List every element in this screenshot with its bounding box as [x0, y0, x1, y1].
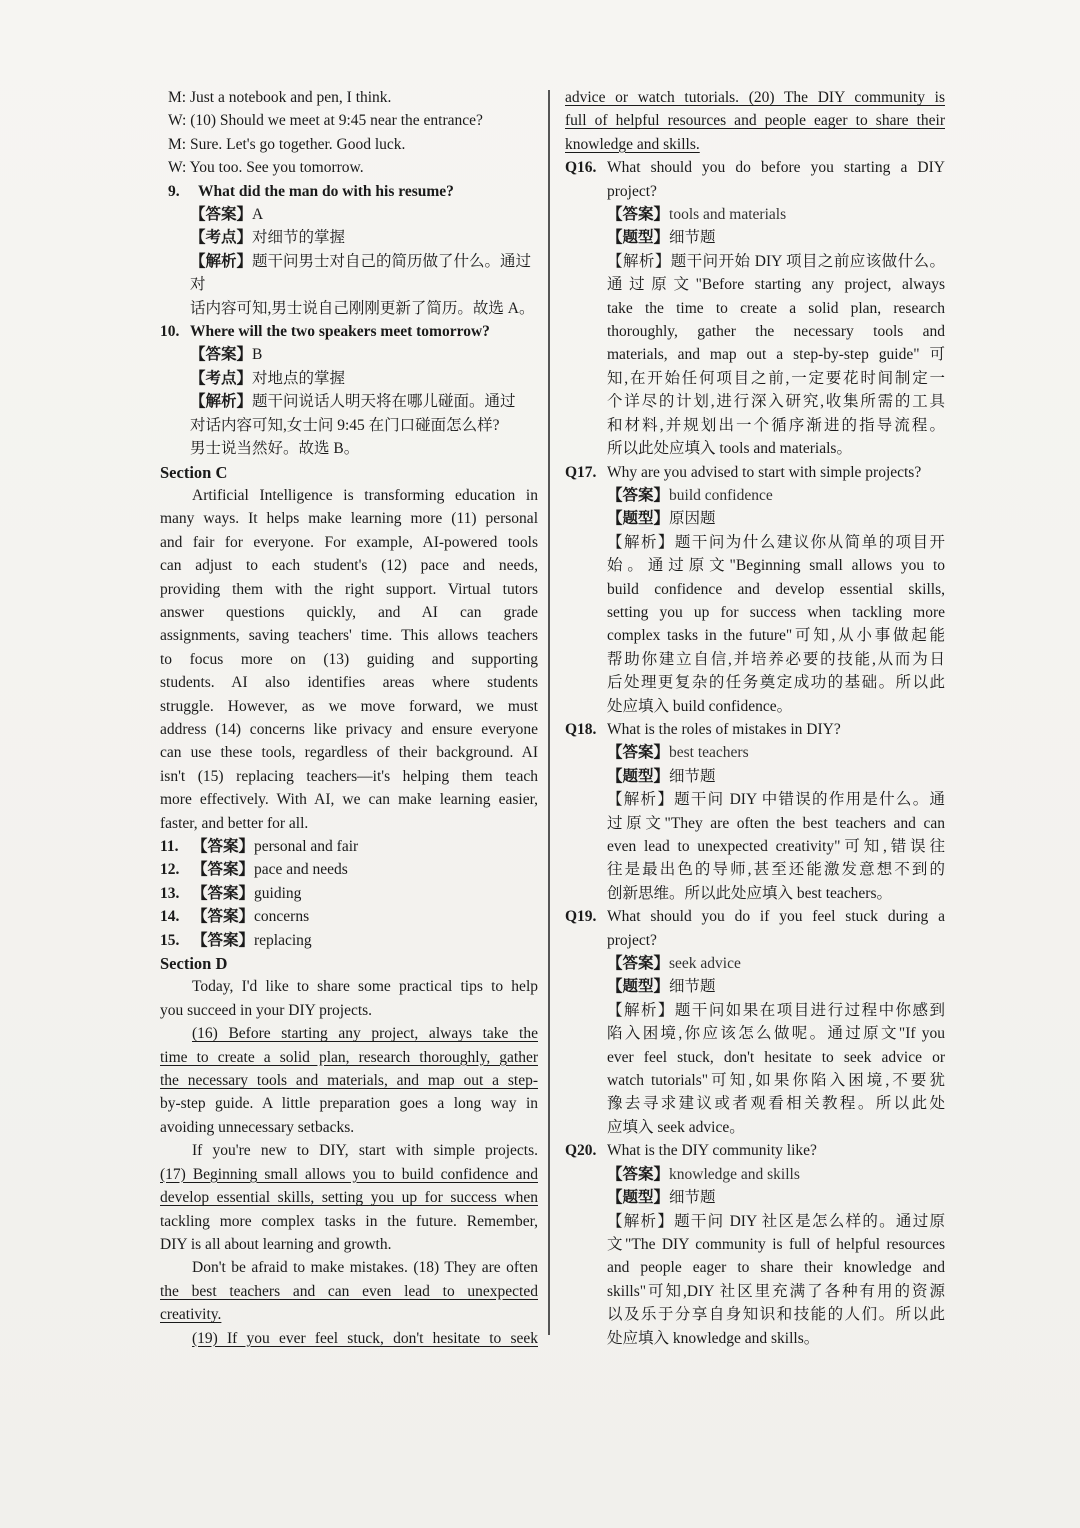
analysis-line: 陷入困境,你应该怎么做呢。通过原文"If you [607, 1025, 945, 1043]
dialog-line: W: You too. See you tomorrow. [168, 159, 364, 177]
answer-tag: 【答案】 [192, 861, 255, 879]
analysis-line: 处应填入 knowledge and skills。 [607, 1329, 820, 1347]
point-line [160, 226, 538, 249]
analysis-line: 处应填入 build confidence。 [607, 697, 793, 715]
analysis-line: 豫去寻求建议或者观看相关教程。所以此处 [607, 1095, 945, 1113]
question-20 [565, 1139, 945, 1162]
analysis-line: materials, and map out a step-by-step guide" 可 [607, 346, 945, 364]
passage-line: tackling more complex tasks in the future. Remember, [160, 1212, 538, 1230]
answer-12 [160, 858, 538, 881]
passage-line: DIY is all about learning and growth. [160, 1235, 392, 1253]
answer-number: 12. [160, 861, 180, 879]
answer-line [565, 203, 945, 226]
passage-line: providing them with the right support. Virtual tutors [160, 580, 538, 598]
answer-value: B [252, 346, 263, 364]
answer-tag: 【答案】 [192, 931, 255, 949]
analysis-tag: 【解析】 [190, 252, 253, 270]
passage-line-underlined: advice or watch tutorials. (20) The DIY community is [565, 89, 945, 106]
analysis-text: 题干问男士对自己的简历做了什么。通过对 [190, 252, 532, 294]
analysis-line: 通过原文"Before starting any project, always [607, 276, 945, 294]
question-number: Q19. [565, 908, 597, 926]
type-tag: 【题型】 [607, 510, 670, 528]
type-tag: 【题型】 [607, 1189, 670, 1207]
question-text: What is the roles of mistakes in DIY? [607, 720, 841, 738]
analysis-line: 和材料,并规划出一个循序渐进的指导流程。 [607, 416, 945, 434]
answer-13 [160, 882, 538, 905]
answer-14 [160, 905, 538, 928]
passage-line-underlined: (19) If you ever feel stuck, don't hesitate to seek [192, 1329, 538, 1347]
question-number: 10. [160, 323, 180, 341]
answer-tag: 【答案】 [607, 206, 670, 224]
question-text: What should you do before you starting a DIY [607, 159, 945, 177]
answer-line [565, 952, 945, 975]
analysis-line: even lead to unexpected creativity"可知,错误往 [607, 838, 945, 855]
analysis-line: 以及乐于分享自身知识和技能的人们。所以此 [607, 1306, 945, 1324]
type-value: 细节题 [669, 978, 716, 996]
dialog-line: M: Just a notebook and pen, I think. [168, 89, 392, 106]
analysis-text: 题干问说话人明天将在哪儿碰面。通过 [252, 393, 516, 411]
analysis-line: take the time to create a solid plan, research [607, 299, 945, 317]
passage-line: students. AI also identifies areas where students [160, 674, 538, 692]
passage-line: to focus more on (13) guiding and supporting [160, 650, 538, 668]
answer-value: pace and needs [254, 861, 348, 879]
passage-line: Artificial Intelligence is transforming education in [192, 486, 538, 504]
analysis-line: 知,在开始任何项目之前,一定要花时间制定一 [607, 369, 945, 387]
passage-line-underlined: creativity. [160, 1306, 222, 1324]
analysis-line: 始。通过原文"Beginning small allows you to [607, 557, 945, 575]
analysis-line: 男士说当然好。故选 B。 [190, 440, 360, 458]
passage-line-underlined: (16) Before starting any project, always take the [192, 1025, 538, 1043]
type-value: 原因题 [669, 510, 716, 528]
analysis-line: 创新思维。所以此处应填入 best teachers。 [607, 884, 892, 902]
passage-line: address (14) concerns like privacy and ensure everyone [160, 720, 538, 738]
answer-value: best teachers [669, 744, 749, 762]
section-c-title: Section C [160, 462, 228, 482]
answer-tag: 【答案】 [192, 908, 255, 926]
dialog-line: M: Sure. Let's go together. Good luck. [168, 135, 406, 153]
answer-number: 14. [160, 908, 180, 926]
question-number: Q20. [565, 1142, 597, 1160]
passage-line: can adjust to each student's (12) pace and needs, [160, 557, 538, 575]
question-text: project? [607, 182, 657, 200]
passage-line: can use these tools, regardless of their background. AI [160, 744, 538, 762]
passage-line: faster, and better for all. [160, 814, 309, 832]
answer-number: 13. [160, 884, 180, 902]
question-number: 9. [168, 182, 180, 200]
answer-value: tools and materials [669, 206, 787, 224]
answer-tag: 【答案】 [190, 346, 253, 364]
analysis-line: 对话内容可知,女士问 9:45 在门口碰面怎么样? [190, 416, 500, 434]
passage-line: avoiding unnecessary setbacks. [160, 1118, 355, 1136]
passage-line: answer questions quickly, and AI can grade [160, 603, 538, 621]
question-19 [565, 905, 945, 928]
analysis-line: 【解析】题干问如果在项目进行过程中你感到 [607, 1001, 945, 1019]
question-text: Where will the two speakers meet tomorrow? [190, 323, 490, 341]
analysis-line: 所以此处应填入 tools and materials。 [607, 440, 852, 458]
question-number: Q18. [565, 720, 597, 738]
answer-tag: 【答案】 [607, 744, 670, 762]
passage-line: more effectively. With AI, we can make learning easier, [160, 791, 538, 809]
type-line [565, 507, 945, 530]
question-17 [565, 461, 945, 484]
passage-line-underlined: full of helpful resources and people eager to share their [565, 112, 945, 130]
passage-line-underlined: develop essential skills, setting you up for success when [160, 1189, 538, 1207]
answer-11 [160, 835, 538, 858]
analysis-line: complex tasks in the future"可知,从小事做起能 [607, 627, 945, 645]
answer-line [565, 1163, 945, 1186]
analysis-line: setting you up for success when tackling more [607, 603, 945, 621]
passage-line: Today, I'd like to share some practical tips to help [192, 978, 538, 996]
point-tag: 【考点】 [190, 229, 253, 247]
analysis-line: 【解析】题干问为什么建议你从简单的项目开 [607, 533, 945, 551]
type-value: 细节题 [669, 1189, 716, 1207]
passage-line: many ways. It helps make learning more (11) personal [160, 510, 538, 528]
answer-number: 11. [160, 838, 179, 855]
answer-line [565, 484, 945, 507]
answer-tag: 【答案】 [190, 206, 253, 224]
answer-line [160, 203, 538, 226]
left-column [160, 86, 538, 1350]
type-value: 细节题 [669, 229, 716, 247]
analysis-line: 应填入 seek advice。 [607, 1118, 745, 1136]
answer-tag: 【答案】 [607, 1165, 670, 1183]
dialog-line: W: (10) Should we meet at 9:45 near the entrance? [168, 112, 483, 130]
analysis-line: 后处理更复杂的任务奠定成功的基础。所以此 [607, 674, 945, 692]
type-line [565, 765, 945, 788]
type-tag: 【题型】 [607, 767, 670, 785]
question-text: project? [607, 931, 657, 949]
analysis-line: build confidence and develop essential skills, [607, 580, 945, 598]
answer-line [565, 741, 945, 764]
analysis-line: 【解析】题干问 DIY 社区是怎么样的。通过原 [607, 1212, 945, 1230]
answer-value: replacing [254, 931, 312, 949]
analysis-line [160, 390, 538, 413]
passage-line-underlined: time to create a solid plan, research thoroughly, gather [160, 1048, 538, 1066]
section-d-title: Section D [160, 954, 228, 974]
analysis-line [160, 250, 538, 297]
passage-line: struggle. However, as we move forward, we must [160, 697, 538, 715]
passage-line: you succeed in your DIY projects. [160, 1001, 373, 1019]
answer-tag: 【答案】 [607, 955, 670, 973]
passage-line-underlined: the best teachers and can even lead to unexpected [160, 1282, 538, 1300]
question-text: What should you do if you feel stuck during a [607, 908, 945, 926]
type-line [565, 226, 945, 249]
passage-line: assignments, saving teachers' time. This allows teachers [160, 627, 538, 645]
question-9 [160, 180, 538, 203]
passage-line: by-step guide. A little preparation goes a long way in [160, 1095, 538, 1113]
analysis-line: 【解析】题干问 DIY 中错误的作用是什么。通 [607, 791, 945, 809]
passage-line: isn't (15) replacing teachers—it's helping them teach [160, 767, 538, 785]
analysis-line: ever feel stuck, don't hesitate to seek advice or [607, 1048, 945, 1066]
analysis-line: skills"可知,DIY 社区里充满了各种有用的资源 [607, 1282, 945, 1300]
answer-line [160, 343, 538, 366]
question-number: Q17. [565, 463, 597, 481]
answer-value: A [252, 206, 264, 224]
type-value: 细节题 [669, 767, 716, 785]
analysis-line: 话内容可知,男士说自己刚刚更新了简历。故选 A。 [190, 299, 535, 317]
type-tag: 【题型】 [607, 229, 670, 247]
point-value: 对细节的掌握 [252, 229, 346, 247]
analysis-line: 帮助你建立自信,并培养必要的技能,从而为日 [607, 650, 945, 668]
answer-value: build confidence [669, 486, 773, 504]
analysis-line: thoroughly, gather the necessary tools and [607, 323, 945, 341]
question-18 [565, 718, 945, 741]
answer-tag: 【答案】 [192, 838, 255, 855]
analysis-line: and people eager to share their knowledge and [607, 1259, 945, 1277]
answer-value: knowledge and skills [669, 1165, 800, 1183]
answer-value: concerns [254, 908, 310, 926]
question-16 [565, 156, 945, 179]
passage-line: and fair for everyone. For example, AI-powered tools [160, 533, 538, 551]
question-text: Why are you advised to start with simple projects? [607, 463, 922, 481]
analysis-line: 往是最出色的导师,甚至还能激发意想不到的 [607, 861, 945, 879]
answer-tag: 【答案】 [607, 486, 670, 504]
analysis-line: 过原文"They are often the best teachers and can [607, 814, 945, 832]
type-tag: 【题型】 [607, 978, 670, 996]
type-line [565, 1186, 945, 1209]
passage-line: If you're new to DIY, start with simple projects. [192, 1142, 538, 1160]
answer-tag: 【答案】 [192, 884, 255, 902]
analysis-line: watch tutorials"可知,如果你陷入困境,不要犹 [607, 1072, 945, 1090]
type-line [565, 975, 945, 998]
answer-value: seek advice [669, 955, 741, 973]
analysis-tag: 【解析】 [190, 393, 253, 411]
question-10 [160, 320, 538, 343]
answer-value: personal and fair [254, 838, 359, 855]
analysis-line: 个详尽的计划,进行深入研究,收集所需的工具 [607, 393, 945, 411]
answer-15 [160, 929, 538, 952]
point-tag: 【考点】 [190, 369, 253, 387]
passage-line-underlined: the necessary tools and materials, and map out a step- [160, 1072, 538, 1090]
question-number: Q16. [565, 159, 597, 177]
point-line [160, 367, 538, 390]
passage-line-underlined: knowledge and skills. [565, 135, 700, 153]
analysis-line: 【解析】题干问开始 DIY 项目之前应该做什么。 [607, 252, 945, 270]
column-divider [548, 90, 550, 1335]
question-text: What did the man do with his resume? [198, 182, 454, 200]
analysis-line: 文"The DIY community is full of helpful resources [607, 1235, 945, 1253]
passage-line-underlined: (17) Beginning small allows you to build confidence and [160, 1165, 538, 1183]
point-value: 对地点的掌握 [252, 369, 346, 387]
passage-line: Don't be afraid to make mistakes. (18) They are often [192, 1259, 538, 1277]
question-text: What is the DIY community like? [607, 1142, 817, 1160]
right-column [565, 86, 945, 1350]
answer-value: guiding [254, 884, 302, 902]
answer-number: 15. [160, 931, 180, 949]
